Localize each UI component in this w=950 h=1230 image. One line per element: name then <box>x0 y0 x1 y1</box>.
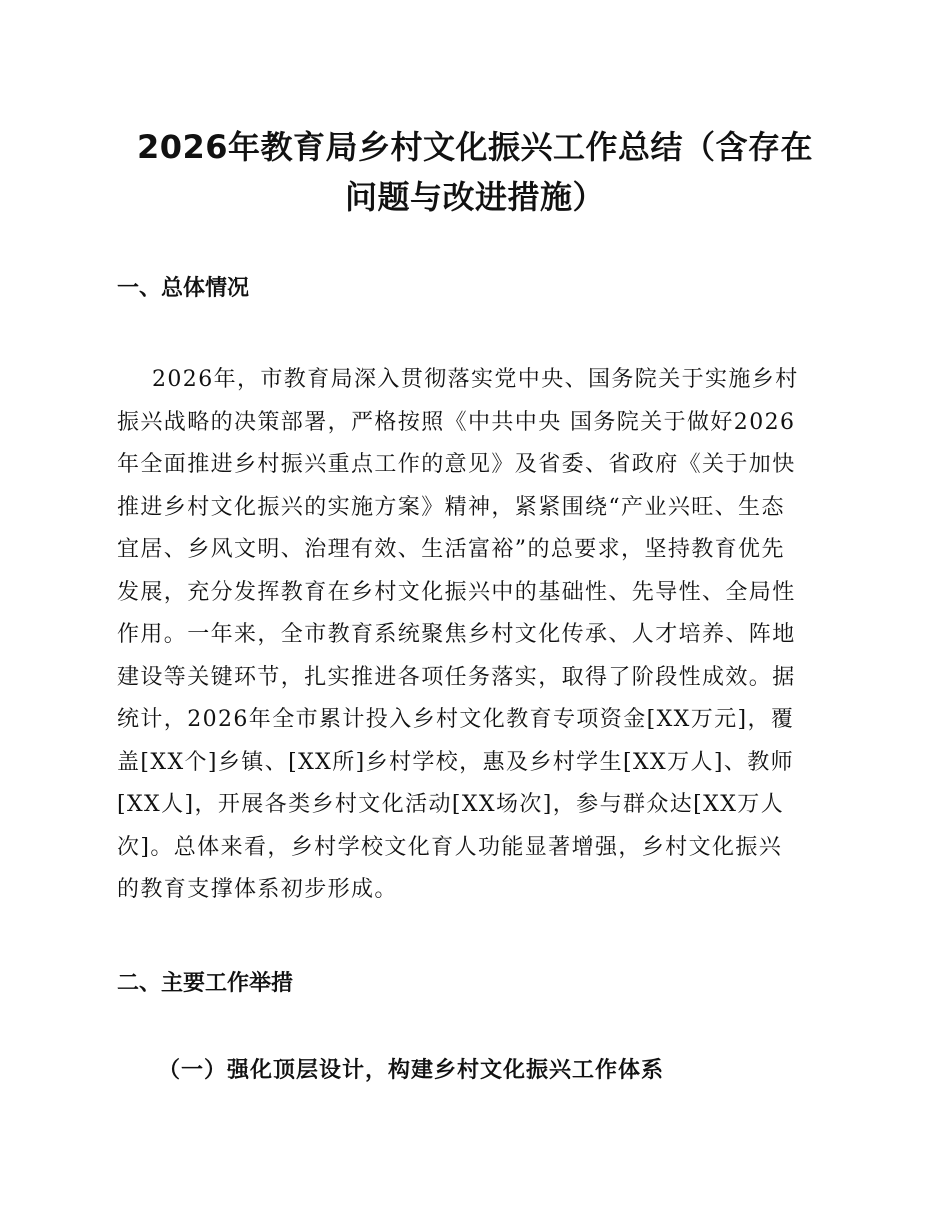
paragraph-line: 建设等关键环节，扎实推进各项任务落实，取得了阶段性成效。据 <box>117 664 796 690</box>
paragraph-line: 2026年，市教育局深入贯彻落实党中央、国务院关于实施乡村 <box>152 367 799 392</box>
paragraph-line: 次]。总体来看，乡村学校文化育人功能显著增强，乡村文化振兴 <box>117 834 783 860</box>
overview-paragraph <box>117 359 833 912</box>
section-heading-main-measures: 二、主要工作举措 <box>117 971 294 996</box>
subsection-heading-top-level-design: （一）强化顶层设计，构建乡村文化振兴工作体系 <box>158 1057 665 1083</box>
paragraph-line: 年全面推进乡村振兴重点工作的意见》及省委、省政府《关于加快 <box>117 452 796 477</box>
paragraph-line: 盖[XX个]乡镇、[XX所]乡村学校，惠及乡村学生[XX万人]、教师 <box>117 749 795 775</box>
paragraph-line: 的教育支撑体系初步形成。 <box>117 877 398 902</box>
paragraph-line: 统计，2026年全市累计投入乡村文化教育专项资金[XX万元]，覆 <box>117 707 795 732</box>
paragraph-line: 推进乡村文化振兴的实施方案》精神，紧紧围绕“产业兴旺、生态 <box>117 494 785 520</box>
paragraph-line: 发展，充分发挥教育在乡村文化振兴中的基础性、先导性、全局性 <box>117 579 796 605</box>
document-title-line-1: 2026年教育局乡村文化振兴工作总结（含存在 <box>136 128 814 166</box>
paragraph-line: 作用。一年来，全市教育系统聚焦乡村文化传承、人才培养、阵地 <box>117 622 796 647</box>
document-title <box>100 122 850 222</box>
paragraph-line: 振兴战略的决策部署，严格按照《中共中央 国务院关于做好2026 <box>117 409 796 435</box>
paragraph-line: 宜居、乡风文明、治理有效、生活富裕”的总要求，坚持教育优先 <box>117 537 785 562</box>
paragraph-line: [XX人]，开展各类乡村文化活动[XX场次]，参与群众达[XX万人 <box>117 792 785 817</box>
document-title-line-2: 问题与改进措施） <box>344 178 605 216</box>
section-heading-overview: 一、总体情况 <box>117 276 250 301</box>
